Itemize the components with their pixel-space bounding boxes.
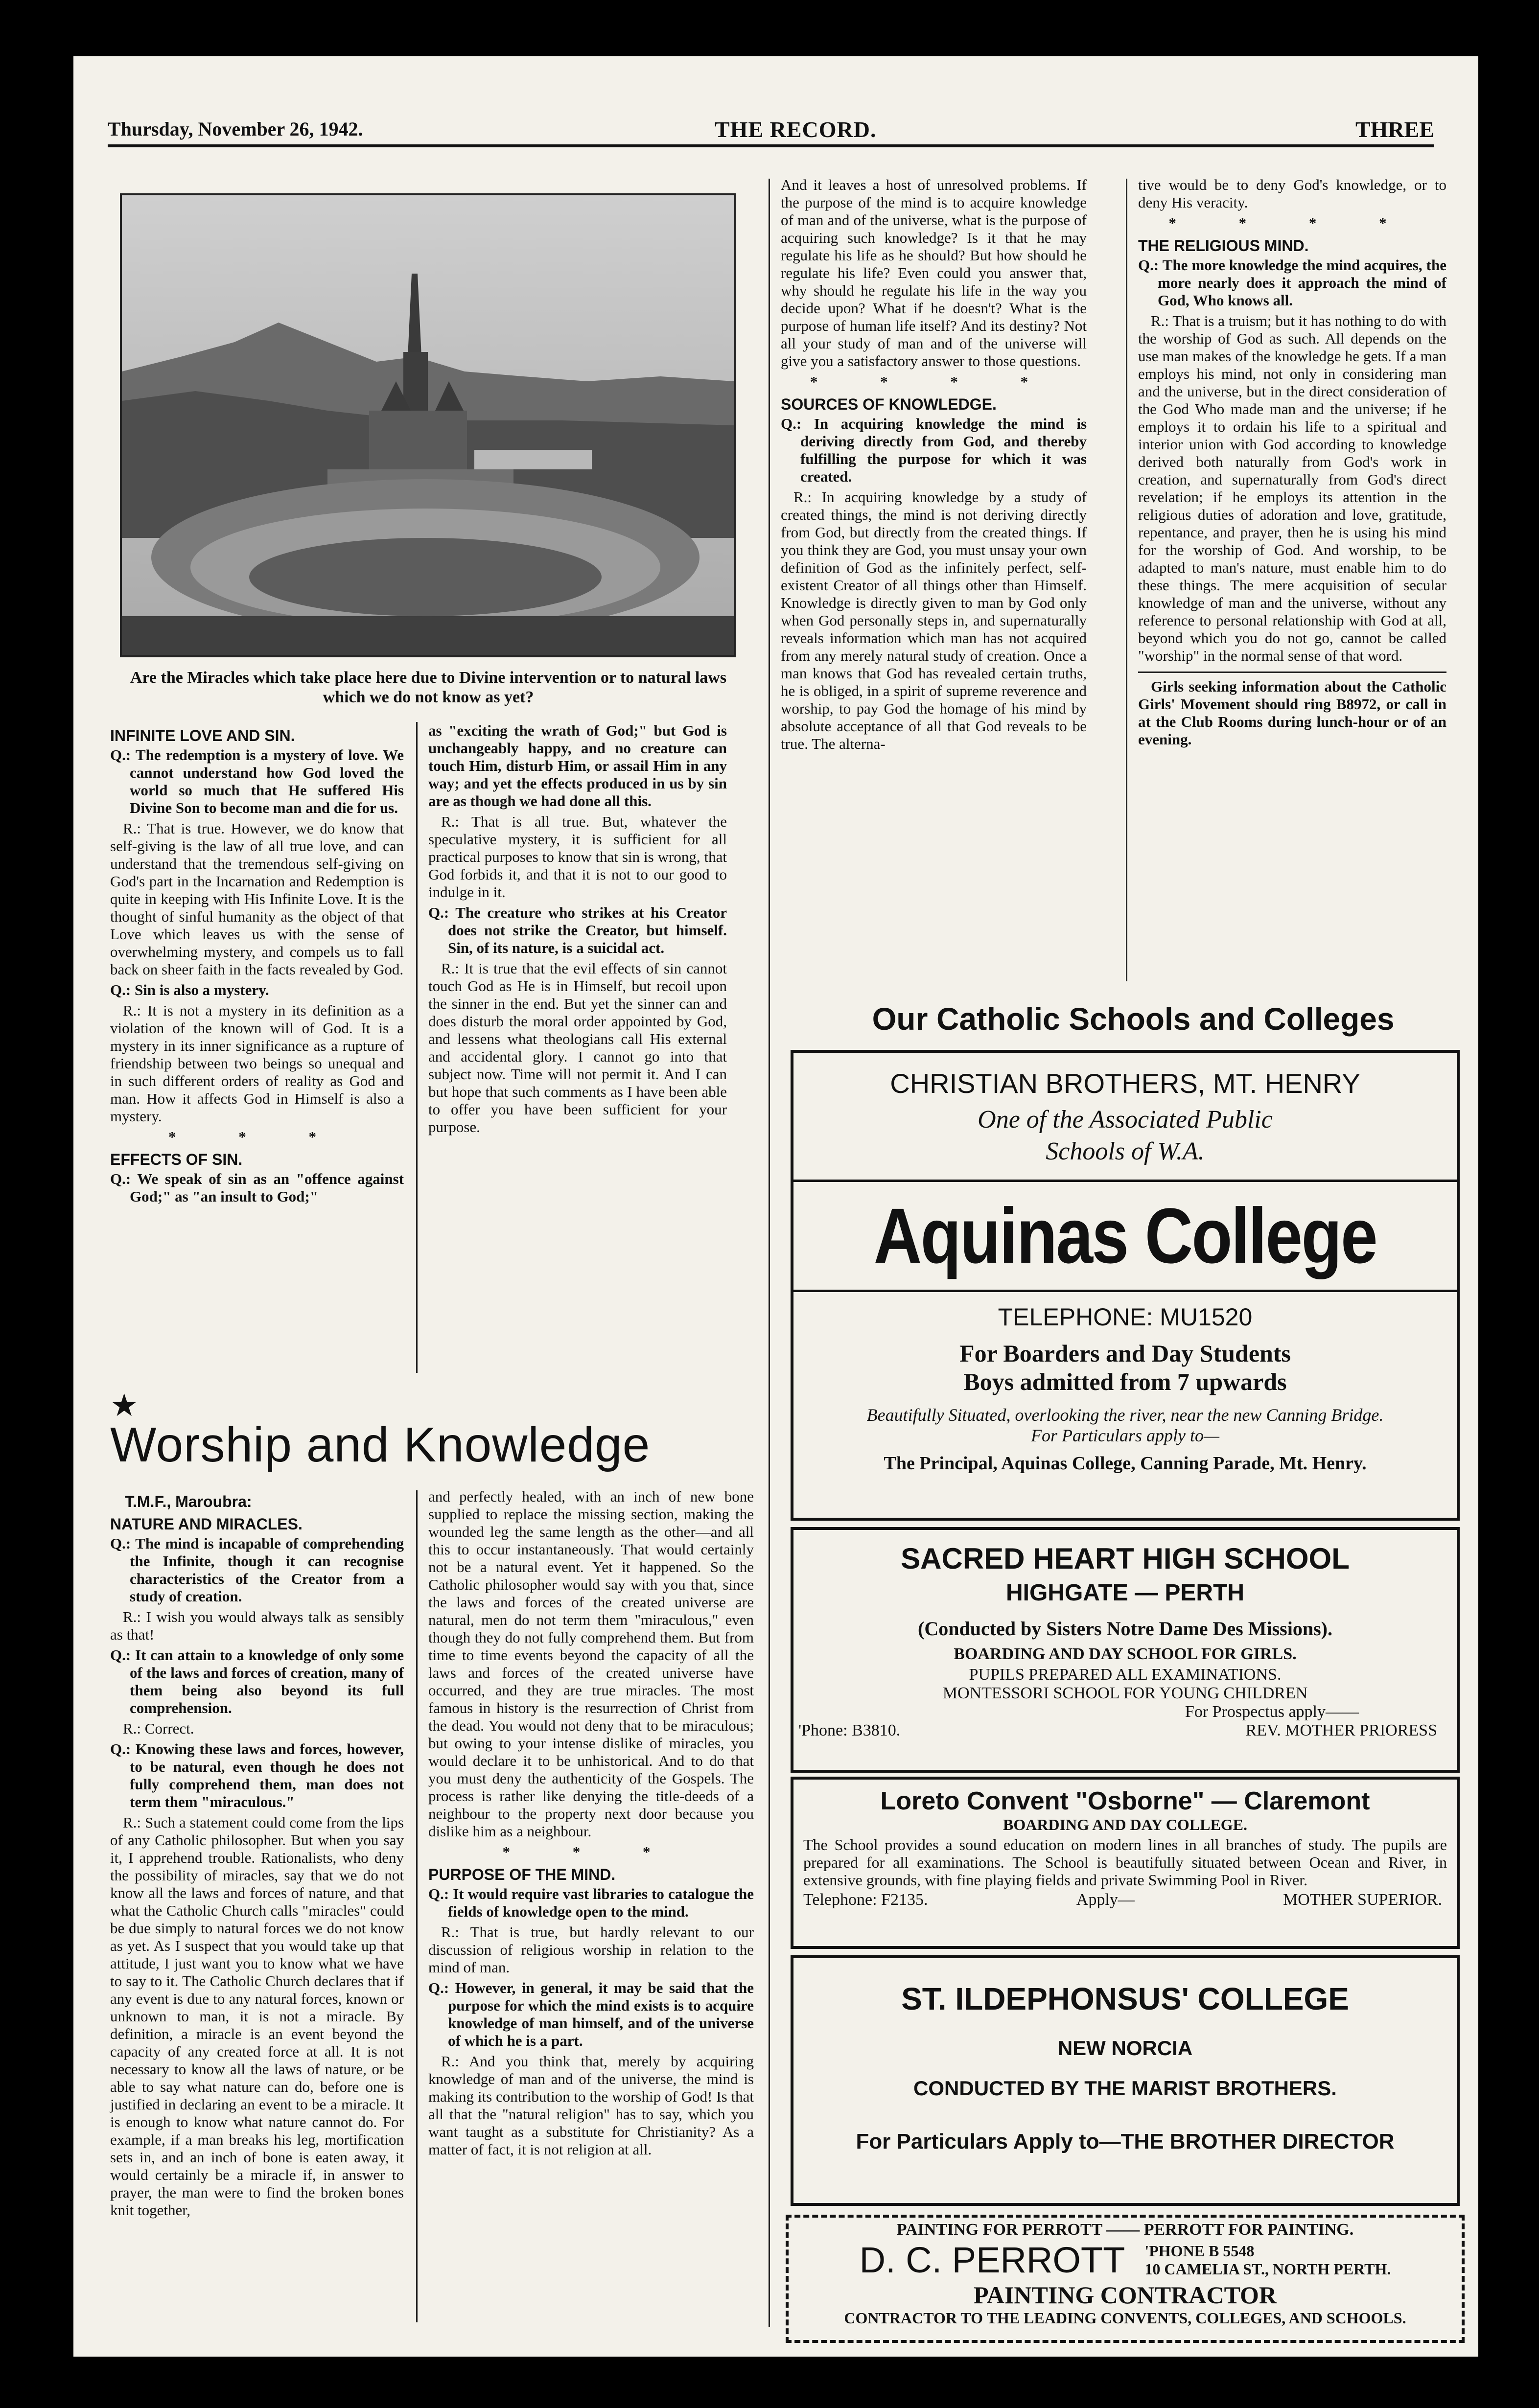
ad-phone: Telephone: F2135. <box>803 1891 928 1909</box>
ad-line: The Principal, Aquinas College, Canning Parade, Mt. Henry. <box>884 1453 1367 1474</box>
ad-phone: 'Phone: B3810. <box>798 1721 901 1739</box>
ad-line: CONTRACTOR TO THE LEADING CONVENTS, COLLEGES, AND SCHOOLS. <box>844 2309 1406 2327</box>
ad-line: SACRED HEART HIGH SCHOOL <box>901 1542 1350 1575</box>
ad-line: For Prospectus apply—— <box>1185 1703 1359 1721</box>
question-text: In acquiring knowledge the mind is deriving directly from God, and thereby fulfilling the purpose for which it was created. <box>800 415 1087 485</box>
reply: R.: That is true. However, we do know that self-giving is the law of all true love, and can understand that the tremendous self-giving on God's part in the Incarnation and Redemption is quite in keeping with His Infinite Love. It is the thought of sinful humanity as the object of that Love which leaves us with the sense of overwhelming mystery, and compels us to fall back on sheer faith in the facts revealed by God. <box>110 820 404 978</box>
paragraph: And it leaves a host of unresolved problems. If the purpose of the mind is to acquire knowledge of man and of the universe, what is the purpose of acquiring such knowledge? Is it that he may regulate his life as he should? But how should he regulate his life? Even could you answer that, why should he regulate his life in the way you decide upon? What if he doesn't? What is the purpose of human life itself? And its destiny? Not all your study of man and of the universe will give you a satisfactory answer to those questions. <box>781 176 1087 370</box>
reply: R.: That is true, but hardly relevant to our discussion of religious worship in relation to the mind of man. <box>428 1923 754 1976</box>
question <box>781 415 1087 486</box>
photo-caption: Are the Miracles which take place here due to Divine intervention or to natural laws which we do not know as yet? <box>130 669 727 706</box>
ad-phone: TELEPHONE: MU1520 <box>998 1303 1253 1331</box>
ad-line: NEW NORCIA <box>1057 2037 1193 2060</box>
ad-address: 10 CAMELIA ST., NORTH PERTH. <box>1144 2260 1391 2278</box>
heading-sources-knowledge: SOURCES OF KNOWLEDGE. <box>781 395 997 413</box>
column-sin-effects <box>428 722 727 1139</box>
column-sources-knowledge <box>781 176 1087 756</box>
ad-line: For Boarders and Day Students <box>959 1340 1291 1367</box>
ad-company-name: D. C. PERROTT <box>859 2240 1125 2280</box>
section-divider: * * * <box>168 1128 346 1145</box>
q-label: Q.: <box>428 904 449 921</box>
question-text: It would require vast libraries to catalogue the fields of knowledge open to the mind. <box>448 1885 754 1920</box>
question <box>428 1979 754 2050</box>
reply: R.: Such a statement could come from the lips of any Catholic philosopher. But when you say it, I apprehend trouble. Rationalists, who deny the possibility of miracles, say that we do not know all the laws and forces of nature, and that what the Catholic Church calls "miracles" could be due simply to natural forces we do not know as yet. As I suspect that you would take up that attitude, I just want you to know what we have to say to it. The Catholic Church declares that if any event is due to any natural forces, known or unknown to man, it is not a miracle. By definition, a miracle is an event beyond the capacity of any created force at all. It is not necessary to know all the laws of nature, or be able to say what nature can do, before one is justified in declaring an event to be a miracle. It is enough to know what nature cannot do. For example, if a man breaks his leg, mortification sets in, and an inch of bone is eaten away, it would certainly be a miracle if, in answer to prayer, the man were to find the broken bones knit together, <box>110 1814 404 2219</box>
paragraph: tive would be to deny God's knowledge, or to deny His veracity. <box>1138 176 1446 211</box>
column-rule <box>416 722 418 1373</box>
basilica-photo <box>120 193 736 657</box>
ad-line: ST. ILDEPHONSUS' COLLEGE <box>901 1981 1349 2016</box>
question <box>110 981 404 999</box>
column-rule <box>1126 179 1127 981</box>
ad-loreto-convent <box>791 1777 1460 1949</box>
article-title: Worship and Knowledge <box>110 1417 651 1472</box>
schools-heading: Our Catholic Schools and Colleges <box>872 1001 1395 1037</box>
q-label: Q.: <box>110 1170 131 1187</box>
ad-line: Schools of W.A. <box>1046 1137 1205 1165</box>
ad-line: CHRISTIAN BROTHERS, MT. HENRY <box>890 1068 1360 1099</box>
ad-phone: 'PHONE B 5548 <box>1144 2242 1255 2260</box>
column-infinite-love <box>110 722 404 1208</box>
reply: R.: It is true that the evil effects of sin cannot touch God as He is in Himself, but recoil upon the sinner in the end. But yet the sinner can and does disturb the moral order appointed by God, and lessens what theologians call His external and accidental glory. I cannot go into that subject now. Time will not permit it. And I can but hope that such comments as I have been able to offer you have been sufficient for your purpose. <box>428 960 727 1135</box>
reply: R.: Correct. <box>123 1720 194 1737</box>
column-purpose-mind <box>428 1488 754 2161</box>
question-text: The mind is incapable of comprehending the Infinite, though it can recognise characteristics of the Creator from a study of creation. <box>130 1535 404 1605</box>
page-header <box>108 115 1434 147</box>
reply: R.: That is a truism; but it has nothing to do with the worship of God as such. All depends on the use man makes of the knowledge he gets. If a man employs his mind, not only in considering man and the universe, but in the direct consideration of the God Who made man and the universe; if he employs it to ordain his life to a spiritual and interior union with God according to knowledge derived both naturally from God's work in creation, and supernaturally from God's direct revelation; if he employs its attention in the religious duties of adoration and love, gratitude, repentance, and prayer, then he is using his mind for the worship of God. And worship, to be adapted to man's nature, must enable him to do these things. The mere acquisition of secular knowledge of man and the universe, without any reference to personal relationship with God at all, beyond which you do not go, cannot be called "worship" in the normal sense of that word. <box>1138 312 1446 664</box>
heading-nature-miracles: NATURE AND MIRACLES. <box>110 1515 303 1533</box>
ad-college-name: Aquinas College <box>873 1192 1377 1279</box>
ad-line: (Conducted by Sisters Notre Dame Des Missions). <box>918 1618 1332 1640</box>
column-nature-miracles <box>110 1488 404 2222</box>
ad-perrott-painting <box>786 2215 1465 2343</box>
issue-date: Thursday, November 26, 1942. <box>108 118 363 140</box>
question <box>110 1740 404 1811</box>
q-label: Q.: <box>110 1646 131 1664</box>
paragraph: and perfectly healed, with an inch of new bone supplied to replace the missing section, making the wounded leg the same length as the other—and all this to occur instantaneously. That would certainly not be a natural event. Yet it happened. So the Catholic philosopher would say with you that, since the laws and forces of the created universe are natural, men do not term them "miraculous," even though they do not fully comprehend them. But from time to time events beyond the capacity of all the laws and forces of the created universe have occurred, and they are true miracles. The most famous in history is the resurrection of Christ from the dead. You would not deny that to be miraculous; but owing to your intense dislike of miracles, you would declare it to be unhistorical. And to do that you must deny the authenticity of the Gospels. The process is rather like denying the title-deeds of a neighbour to the property next door because you dislike him as a neighbour. <box>428 1488 754 1840</box>
page-number: THREE <box>1355 117 1434 142</box>
section-divider: * * * * <box>810 373 1058 390</box>
heading-religious-mind: THE RELIGIOUS MIND. <box>1138 237 1309 255</box>
q-label: Q.: <box>781 415 802 432</box>
reply: R.: And you think that, merely by acquiring knowledge of man and of the universe, the mind is making its contribution to the worship of God! Is that all that the "natural religion" has to say, which you want taught as a substitute for Christianity? As a matter of fact, it is not religion at all. <box>428 2053 754 2158</box>
ad-line: PAINTING FOR PERROTT —— PERROTT FOR PAINTING. <box>896 2221 1354 2239</box>
ad-footer <box>793 1721 1457 1740</box>
question <box>428 1885 754 1921</box>
divider <box>1138 671 1446 673</box>
ad-line: Boys admitted from 7 upwards <box>963 1368 1287 1395</box>
question-text: However, in general, it may be said that the purpose for which the mind exists is to acquire knowledge of man himself, and of the universe of which he is a part. <box>448 1979 754 2049</box>
question <box>1138 256 1446 309</box>
question <box>110 1646 404 1717</box>
question-text: We speak of sin as an "offence against God;" as "an insult to God;" <box>130 1170 404 1205</box>
question-text: The redemption is a mystery of love. We cannot understand how God loved the world so much that He suffered His Divine Son to become man and die for us. <box>130 746 404 816</box>
q-label: Q.: <box>110 746 131 764</box>
ad-line: Beautifully Situated, overlooking the river, near the new Canning Bridge. <box>866 1405 1384 1425</box>
question <box>428 904 727 957</box>
reply: R.: It is not a mystery in its definition as a violation of the known will of God. It is a mystery in its inner significance as a rupture of friendship between two beings so unequal and in such different orders of reality as God and man. How it affects God in Himself is also a mystery. <box>110 1002 404 1125</box>
question <box>110 1535 404 1605</box>
ad-apply: Apply— <box>1076 1891 1135 1909</box>
ad-divider <box>793 1290 1457 1292</box>
ad-line: PUPILS PREPARED ALL EXAMINATIONS. <box>969 1666 1282 1684</box>
q-label: Q.: <box>1138 256 1159 274</box>
basilica-illustration <box>122 195 734 655</box>
heading-effects-of-sin: EFFECTS OF SIN. <box>110 1151 243 1168</box>
section-divider: * * * <box>502 1843 680 1860</box>
question-text: Sin is also a mystery. <box>134 981 269 998</box>
q-label: Q.: <box>110 1740 131 1758</box>
question-text: The more knowledge the mind acquires, the more nearly does it approach the mind of God, Who knows all. <box>1158 256 1446 309</box>
question <box>110 746 404 817</box>
ad-name-row <box>789 2239 1462 2281</box>
reply: R.: In acquiring knowledge by a study of created things, the mind is not deriving directly from God, but directly from the created things. If you think they are God, you must unsay your own definition of God as the infinitely perfect, self-existent Creator of all things other than Himself. Knowledge is directly given to man by God only when God personally steps in, and supernaturally reveals information which man has not acquired from any merely natural study of creation. Once a man knows that God has revealed certain truths, he is obliged, in a spirit of supreme reverence and worship, to pay God the homage of his mind by absolute acceptance of all that God reveals to be true. The alterna- <box>781 488 1087 752</box>
ad-line: MONTESSORI SCHOOL FOR YOUNG CHILDREN <box>942 1684 1308 1702</box>
newspaper-page <box>73 56 1478 2357</box>
heading-infinite-love: INFINITE LOVE AND SIN. <box>110 727 295 744</box>
column-rule <box>416 1490 418 2322</box>
ad-line: CONDUCTED BY THE MARIST BROTHERS. <box>913 2077 1337 2100</box>
heading-purpose-mind: PURPOSE OF THE MIND. <box>428 1866 616 1883</box>
ad-aquinas-college <box>791 1050 1460 1521</box>
ad-contact-block <box>1144 2242 1391 2278</box>
q-label: Q.: <box>110 981 131 998</box>
ad-line: BOARDING AND DAY COLLEGE. <box>1003 1816 1248 1833</box>
column-rule <box>769 179 770 2327</box>
reply: R.: I wish you would always talk as sensibly as that! <box>110 1608 404 1643</box>
ad-footer <box>793 1891 1457 1909</box>
ad-contact: REV. MOTHER PRIORESS <box>1245 1721 1437 1739</box>
ad-line: HIGHGATE — PERTH <box>1005 1580 1245 1606</box>
star-icon: ★ <box>110 1388 139 1423</box>
ad-line: For Particulars Apply to—THE BROTHER DIRECTOR <box>856 2130 1395 2153</box>
ad-line: For Particulars apply to— <box>1031 1426 1219 1445</box>
ad-body: The School provides a sound education on modern lines in all branches of study. The pupils are prepared for all examinations. The School is beautifully situated between Ocean and River, in extensive grounds, with fine playing fields and private Swimming Pool in River. <box>803 1836 1447 1889</box>
q-label: Q.: <box>428 1979 449 1996</box>
question <box>110 1170 404 1205</box>
ad-line: One of the Associated Public <box>978 1106 1273 1134</box>
section-divider: * * * * <box>1168 214 1416 232</box>
question-text: Knowing these laws and forces, however, to be natural, even though he does not fully comprehend them, man does not term them "miraculous." <box>130 1740 404 1810</box>
byline: T.M.F., Maroubra: <box>125 1493 252 1510</box>
ad-line: BOARDING AND DAY SCHOOL FOR GIRLS. <box>954 1645 1297 1663</box>
question-text: The creature who strikes at his Creator does not strike the Creator, but himself. Sin, of its nature, is a suicidal act. <box>448 904 727 956</box>
ad-contact: MOTHER SUPERIOR. <box>1283 1891 1442 1909</box>
q-label: Q.: <box>428 1885 449 1902</box>
question-continued: as "exciting the wrath of God;" but God is unchangeably happy, and no creature can touch Him, disturb Him, or assail Him in any way; and yet the effects produced in us by sin are as though we had done all this. <box>428 722 727 810</box>
ad-line: PAINTING CONTRACTOR <box>973 2281 1277 2309</box>
ad-st-ildephonsus <box>791 1955 1460 2206</box>
cgm-notice: Girls seeking information about the Catholic Girls' Movement should ring B8972, or call in at the Club Rooms during lunch-hour or of an evening. <box>1138 678 1446 748</box>
column-religious-mind <box>1138 176 1446 751</box>
masthead: THE RECORD. <box>715 117 877 142</box>
q-label: Q.: <box>110 1535 131 1552</box>
ad-line: Loreto Convent "Osborne" — Claremont <box>880 1787 1370 1815</box>
question-text: It can attain to a knowledge of only some of the laws and forces of creation, many of them being also beyond its full comprehension. <box>130 1646 404 1716</box>
reply: R.: That is all true. But, whatever the speculative mystery, it is sufficient for all practical purposes to know that sin is wrong, that God forbids it, and that it is not to our good to indulge in it. <box>428 813 727 901</box>
ad-sacred-heart <box>791 1527 1460 1773</box>
